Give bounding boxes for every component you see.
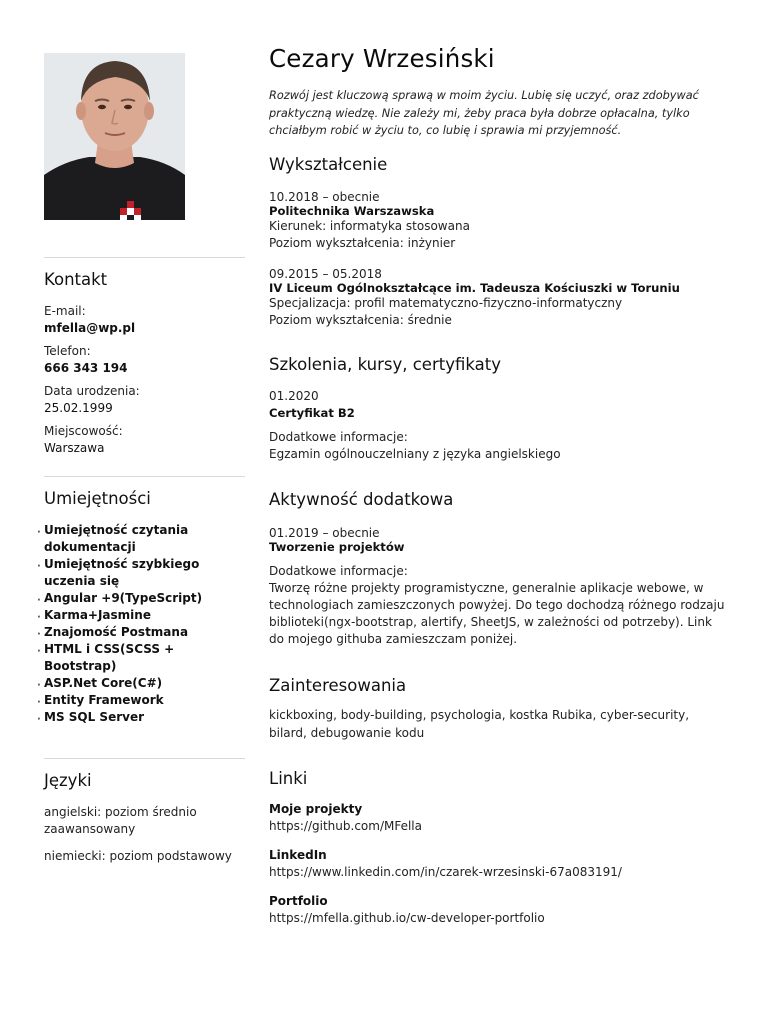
link-title: Moje projekty bbox=[269, 801, 363, 816]
education-heading: Wykształcenie bbox=[269, 154, 388, 174]
list-item: · Umiejętność szybkiego uczenia się bbox=[44, 556, 245, 590]
list-item: niemiecki: poziom podstawowy bbox=[44, 849, 232, 863]
training-heading: Szkolenia, kursy, certyfikaty bbox=[269, 354, 501, 374]
divider bbox=[44, 257, 245, 258]
school-name: IV Liceum Ogólnokształcące im. Tadeusza Kościuszki w Toruniu bbox=[269, 280, 680, 295]
page-title: Cezary Wrzesiński bbox=[269, 44, 495, 73]
activity-entry bbox=[269, 526, 729, 649]
entry-detail: Poziom wykształcenia: średnie bbox=[269, 312, 452, 327]
school-name: Politechnika Warszawska bbox=[269, 203, 435, 218]
skills-heading: Umiejętności bbox=[44, 489, 151, 508]
info-label: Dodatkowe informacje: bbox=[269, 563, 408, 578]
list-item: · Angular +9(TypeScript) bbox=[44, 590, 245, 607]
link-title: LinkedIn bbox=[269, 847, 327, 862]
info-text: Egzamin ogólnouczelniany z języka angielskiego bbox=[269, 446, 561, 461]
training-entry bbox=[269, 388, 729, 463]
email-label: E-mail: bbox=[44, 304, 86, 318]
list-item: · Entity Framework bbox=[44, 692, 245, 709]
list-item: · ASP.Net Core(C#) bbox=[44, 675, 245, 692]
links-heading: Linki bbox=[269, 768, 308, 788]
education-entry bbox=[269, 190, 729, 252]
activity-heading: Aktywność dodatkowa bbox=[269, 489, 454, 509]
list-item: · Znajomość Postmana bbox=[44, 624, 245, 641]
education-entry bbox=[269, 267, 729, 329]
link-url[interactable]: https://www.linkedin.com/in/czarek-wrzesinski-67a083191/ bbox=[269, 864, 622, 879]
info-text: Tworzę różne projekty programistyczne, generalnie aplikacje webowe, w technologiach zamieszczonych powyżej. Do tego dochodzą różnego rodzaju biblioteki(ngx-bootstrap, alertify, SheetJS, w zależności od potrzeby). Link do mojego githuba zamieszczam poniżej. bbox=[269, 580, 725, 647]
phone-value[interactable]: 666 343 194 bbox=[44, 361, 128, 375]
entry-detail: Specjalizacja: profil matematyczno-fizyczno-informatyczny bbox=[269, 295, 623, 310]
city-label: Miejscowość: bbox=[44, 424, 123, 438]
person-portrait-image bbox=[44, 53, 185, 220]
interests-text: kickboxing, body-building, psychologia, kostka Rubika, cyber-security, bilard, debugowanie kodu bbox=[269, 708, 690, 740]
languages-list bbox=[44, 804, 245, 865]
contact-heading: Kontakt bbox=[44, 270, 108, 289]
entry-detail: Poziom wykształcenia: inżynier bbox=[269, 235, 456, 250]
profile-photo bbox=[44, 53, 185, 220]
link-url[interactable]: https://github.com/MFella bbox=[269, 818, 422, 833]
phone-label: Telefon: bbox=[44, 344, 91, 358]
list-item: angielski: poziom średnio zaawansowany bbox=[44, 805, 197, 836]
entry-date: 10.2018 – obecnie bbox=[269, 189, 380, 204]
entry-date: 01.2019 – obecnie bbox=[269, 525, 380, 540]
main-content bbox=[269, 44, 729, 927]
sidebar bbox=[44, 53, 245, 865]
entry-date: 09.2015 – 05.2018 bbox=[269, 266, 382, 281]
entry-detail: Kierunek: informatyka stosowana bbox=[269, 218, 470, 233]
list-item: · Karma+Jasmine bbox=[44, 607, 245, 624]
languages-heading: Języki bbox=[44, 771, 92, 790]
email-value[interactable]: mfella@wp.pl bbox=[44, 321, 136, 335]
birth-label: Data urodzenia: bbox=[44, 384, 140, 398]
link-title: Portfolio bbox=[269, 893, 328, 908]
list-item: · MS SQL Server bbox=[44, 709, 245, 726]
skills-list bbox=[44, 522, 245, 726]
birth-value: 25.02.1999 bbox=[44, 401, 113, 415]
divider bbox=[44, 758, 245, 759]
entry-title: Tworzenie projektów bbox=[269, 539, 405, 554]
interests-heading: Zainteresowania bbox=[269, 676, 407, 696]
list-item: · HTML i CSS(SCSS + Bootstrap) bbox=[44, 641, 245, 675]
info-label: Dodatkowe informacje: bbox=[269, 429, 408, 444]
entry-title: Certyfikat B2 bbox=[269, 405, 355, 420]
summary-text: Rozwój jest kluczową sprawą w moim życiu. Lubię się uczyć, oraz zdobywać praktyczną wiedzę. Nie zależy mi, żeby praca była dobrze opłacalna, tylko chciałbym robić w życiu to, co lubię i sprawia mi przyjemność. bbox=[269, 89, 699, 137]
contact-section bbox=[44, 303, 245, 457]
entry-date: 01.2020 bbox=[269, 388, 319, 403]
divider bbox=[44, 476, 245, 477]
city-value: Warszawa bbox=[44, 441, 105, 455]
link-url[interactable]: https://mfella.github.io/cw-developer-portfolio bbox=[269, 910, 545, 925]
link-entry bbox=[269, 801, 729, 835]
link-entry bbox=[269, 893, 729, 927]
link-entry bbox=[269, 847, 729, 881]
list-item: · Umiejętność czytania dokumentacji bbox=[44, 522, 245, 556]
